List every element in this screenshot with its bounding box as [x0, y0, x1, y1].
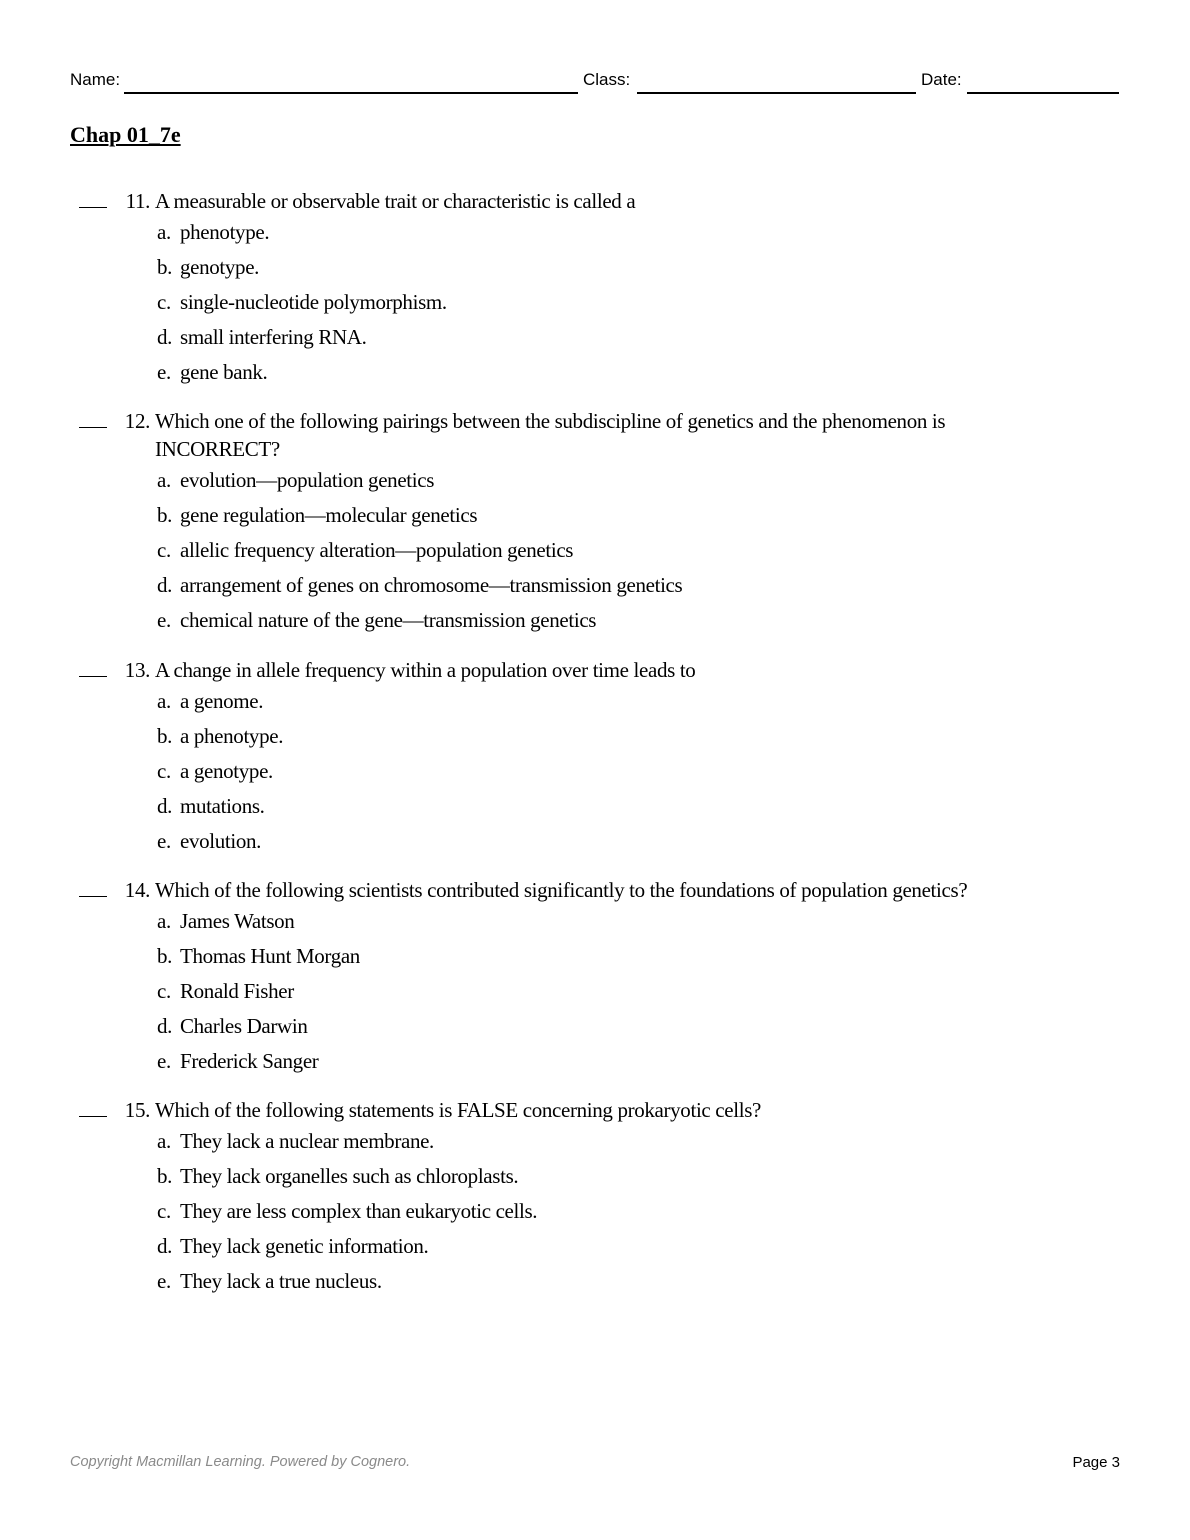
option-text: They are less complex than eukaryotic cells. — [180, 1199, 538, 1223]
option-item — [157, 1009, 360, 1044]
option-letter: b. — [157, 724, 173, 748]
answer-blank[interactable] — [79, 427, 107, 428]
option-text: a genome. — [180, 689, 264, 713]
option-letter: d. — [157, 325, 173, 349]
option-item — [157, 1124, 537, 1159]
option-letter: c. — [157, 979, 171, 1003]
option-letter: c. — [157, 290, 171, 314]
answer-blank[interactable] — [79, 676, 107, 677]
option-letter: a. — [157, 1129, 171, 1153]
option-text: mutations. — [180, 794, 265, 818]
option-item — [157, 463, 682, 498]
question-number: 13. — [124, 658, 150, 682]
question-number: 12. — [124, 409, 150, 433]
option-text: genotype. — [180, 255, 260, 279]
option-text: gene bank. — [180, 360, 268, 384]
option-item — [157, 824, 283, 859]
option-item — [157, 904, 360, 939]
option-letter: a. — [157, 468, 171, 492]
option-letter: b. — [157, 944, 173, 968]
option-letter: a. — [157, 909, 171, 933]
option-text: Thomas Hunt Morgan — [180, 944, 360, 968]
option-item — [157, 603, 682, 638]
option-item — [157, 1194, 537, 1229]
options-list — [157, 904, 360, 1079]
option-text: chemical nature of the gene—transmission genetics — [180, 608, 597, 632]
question-number: 14. — [124, 878, 150, 902]
option-text: a genotype. — [180, 759, 273, 783]
question-stem: Which of the following scientists contributed significantly to the foundations of population genetics? — [155, 878, 968, 902]
option-text: Frederick Sanger — [180, 1049, 319, 1073]
option-text: They lack organelles such as chloroplasts. — [180, 1164, 519, 1188]
answer-blank[interactable] — [79, 207, 107, 208]
copyright-text: Copyright Macmillan Learning. Powered by Cognero. — [70, 1454, 411, 1470]
option-letter: d. — [157, 573, 173, 597]
question-stem: A change in allele frequency within a population over time leads to — [155, 658, 696, 682]
option-text: evolution. — [180, 829, 262, 853]
option-item — [157, 939, 360, 974]
question-stem: A measurable or observable trait or characteristic is called a — [155, 189, 636, 213]
option-letter: a. — [157, 689, 171, 713]
date-field[interactable] — [967, 92, 1119, 94]
option-item — [157, 568, 682, 603]
option-text: a phenotype. — [180, 724, 284, 748]
option-letter: c. — [157, 538, 171, 562]
option-letter: b. — [157, 1164, 173, 1188]
option-text: allelic frequency alteration—population genetics — [180, 538, 574, 562]
option-text: Ronald Fisher — [180, 979, 294, 1003]
name-label: Name: — [70, 70, 121, 89]
option-item — [157, 250, 447, 285]
option-item — [157, 1229, 537, 1264]
option-item — [157, 355, 447, 390]
question-stem: Which of the following statements is FALSE concerning prokaryotic cells? — [155, 1098, 762, 1122]
date-label: Date: — [921, 70, 962, 89]
option-letter: b. — [157, 255, 173, 279]
options-list — [157, 1124, 537, 1299]
option-text: James Watson — [180, 909, 295, 933]
option-text: They lack a nuclear membrane. — [180, 1129, 434, 1153]
options-list — [157, 463, 682, 638]
option-letter: e. — [157, 1269, 171, 1293]
option-item — [157, 754, 283, 789]
option-text: They lack genetic information. — [180, 1234, 429, 1258]
answer-blank[interactable] — [79, 1116, 107, 1117]
option-letter: b. — [157, 503, 173, 527]
name-field[interactable] — [124, 92, 578, 94]
option-item — [157, 684, 283, 719]
option-letter: c. — [157, 759, 171, 783]
option-letter: d. — [157, 794, 173, 818]
question-stem: Which one of the following pairings between the subdiscipline of genetics and the phenomenon is INCORRECT? — [155, 409, 946, 461]
option-text: They lack a true nucleus. — [180, 1269, 382, 1293]
option-letter: a. — [157, 220, 171, 244]
option-text: evolution—population genetics — [180, 468, 435, 492]
option-text: phenotype. — [180, 220, 270, 244]
option-item — [157, 974, 360, 1009]
option-letter: e. — [157, 1049, 171, 1073]
option-item — [157, 1264, 537, 1299]
option-letter: e. — [157, 608, 171, 632]
option-item — [157, 498, 682, 533]
option-text: arrangement of genes on chromosome—transmission genetics — [180, 573, 683, 597]
option-text: small interfering RNA. — [180, 325, 367, 349]
option-text: single-nucleotide polymorphism. — [180, 290, 447, 314]
options-list — [157, 215, 447, 390]
page-title: Chap 01_7e — [70, 122, 181, 147]
option-item — [157, 215, 447, 250]
question-number: 15. — [124, 1098, 150, 1122]
option-letter: c. — [157, 1199, 171, 1223]
option-item — [157, 285, 447, 320]
option-text: gene regulation—molecular genetics — [180, 503, 478, 527]
option-letter: d. — [157, 1234, 173, 1258]
class-field[interactable] — [637, 92, 916, 94]
class-label: Class: — [583, 70, 631, 89]
option-item — [157, 320, 447, 355]
option-item — [157, 719, 283, 754]
option-text: Charles Darwin — [180, 1014, 308, 1038]
page-number: Page 3 — [1072, 1454, 1120, 1471]
option-item — [157, 789, 283, 824]
option-item — [157, 1159, 537, 1194]
answer-blank[interactable] — [79, 896, 107, 897]
option-letter: e. — [157, 360, 171, 384]
option-letter: e. — [157, 829, 171, 853]
options-list — [157, 684, 283, 859]
option-item — [157, 1044, 360, 1079]
option-item — [157, 533, 682, 568]
option-letter: d. — [157, 1014, 173, 1038]
question-number: 11. — [125, 189, 150, 213]
